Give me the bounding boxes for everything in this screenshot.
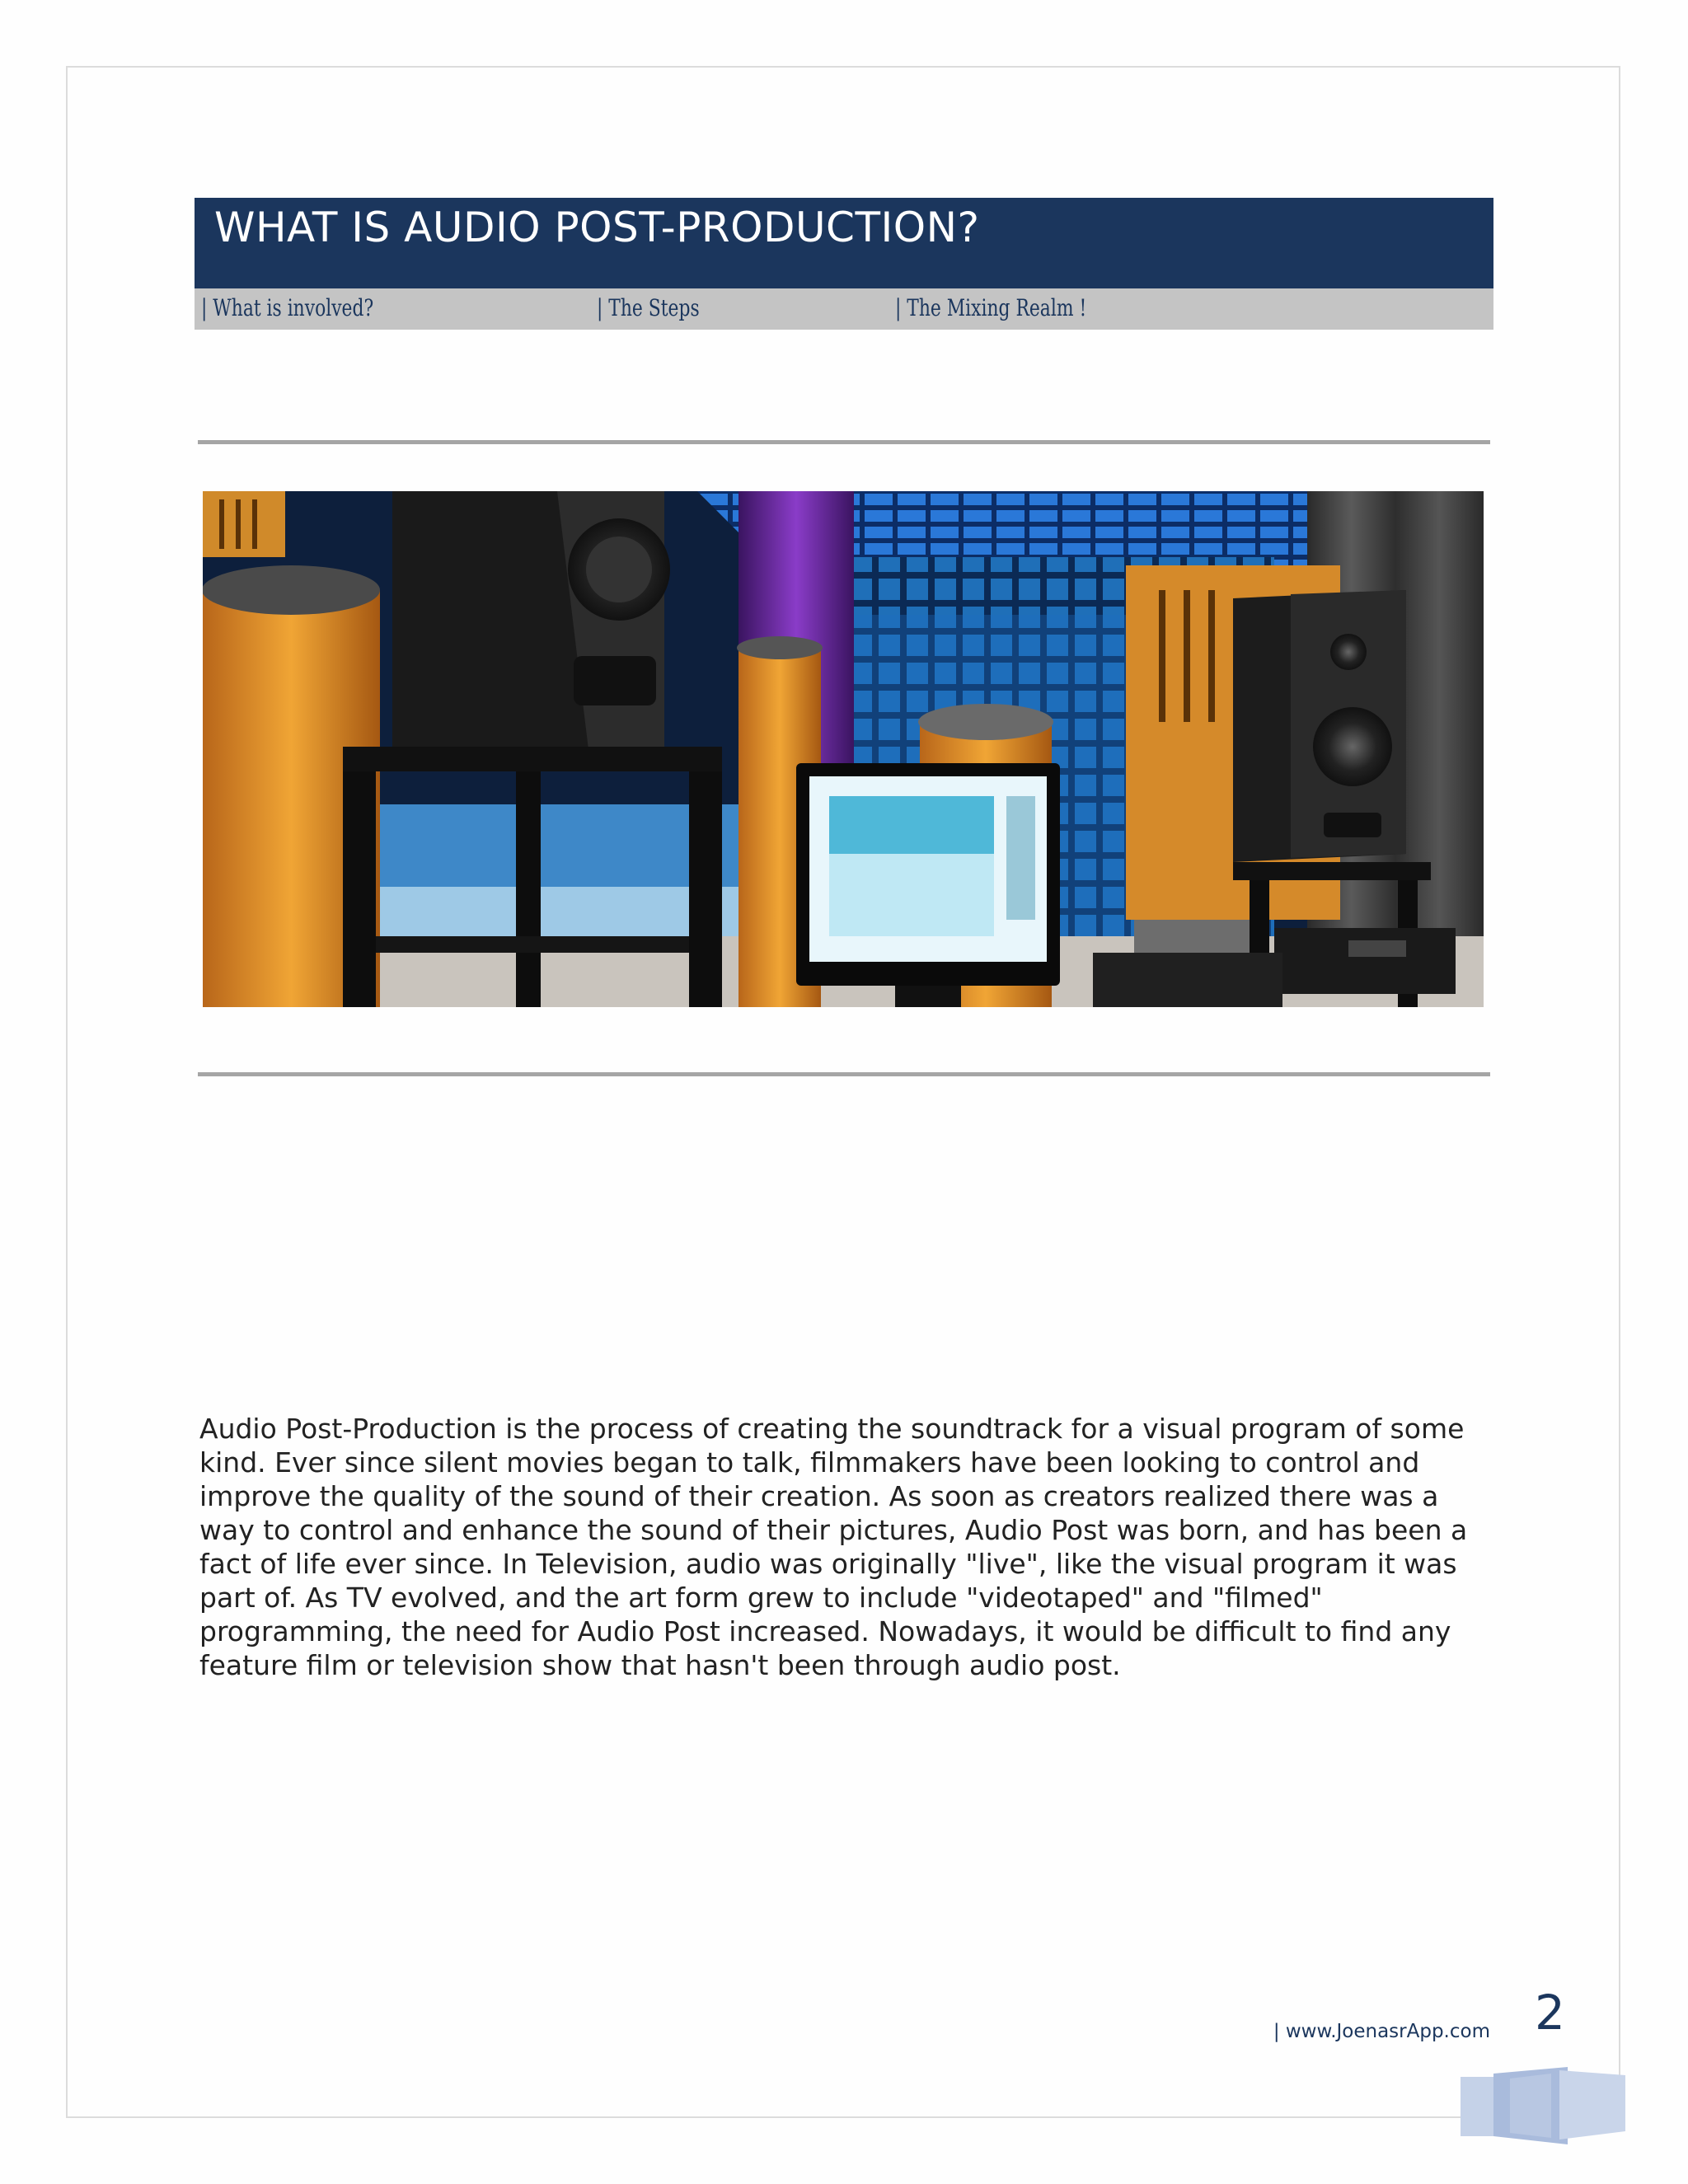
title-bar — [195, 198, 1493, 288]
body-paragraph: Audio Post-Production is the process of creating the soundtrack for a visual program of some kind. Ever since silent movies began to talk, filmmakers have been looking to control and improve the quality of the sound of their creation. As soon as creators realized there was a way to control and enhance the sound of their pictures, Audio Post was born, and has been a fact of life ever since. In Television, audio was originally "live", like the visual program it was part of. As TV evolved, and the art form grew to include "videotaped" and "filmed" programming, the need for Audio Post increased. Nowadays, it would be difficult to find any feature film or television show that hasn't been through audio post. — [199, 1413, 1468, 1681]
nav-item-what-is-involved: | What is involved? — [201, 294, 374, 321]
studio-photo — [203, 491, 1484, 1007]
section-nav-bar — [195, 288, 1493, 330]
footer-url: | www.JoenasrApp.com — [1273, 2021, 1490, 2042]
top-divider — [198, 440, 1490, 444]
corner-decoration — [1461, 2067, 1625, 2144]
nav-item-the-mixing-realm: | The Mixing Realm ! — [895, 294, 1087, 321]
bottom-divider — [198, 1072, 1490, 1076]
page-border — [66, 66, 1620, 2118]
nav-item-the-steps: | The Steps — [597, 294, 700, 321]
page-title: WHAT IS AUDIO POST-PRODUCTION? — [214, 204, 980, 251]
page-number: 2 — [1535, 1985, 1565, 2041]
